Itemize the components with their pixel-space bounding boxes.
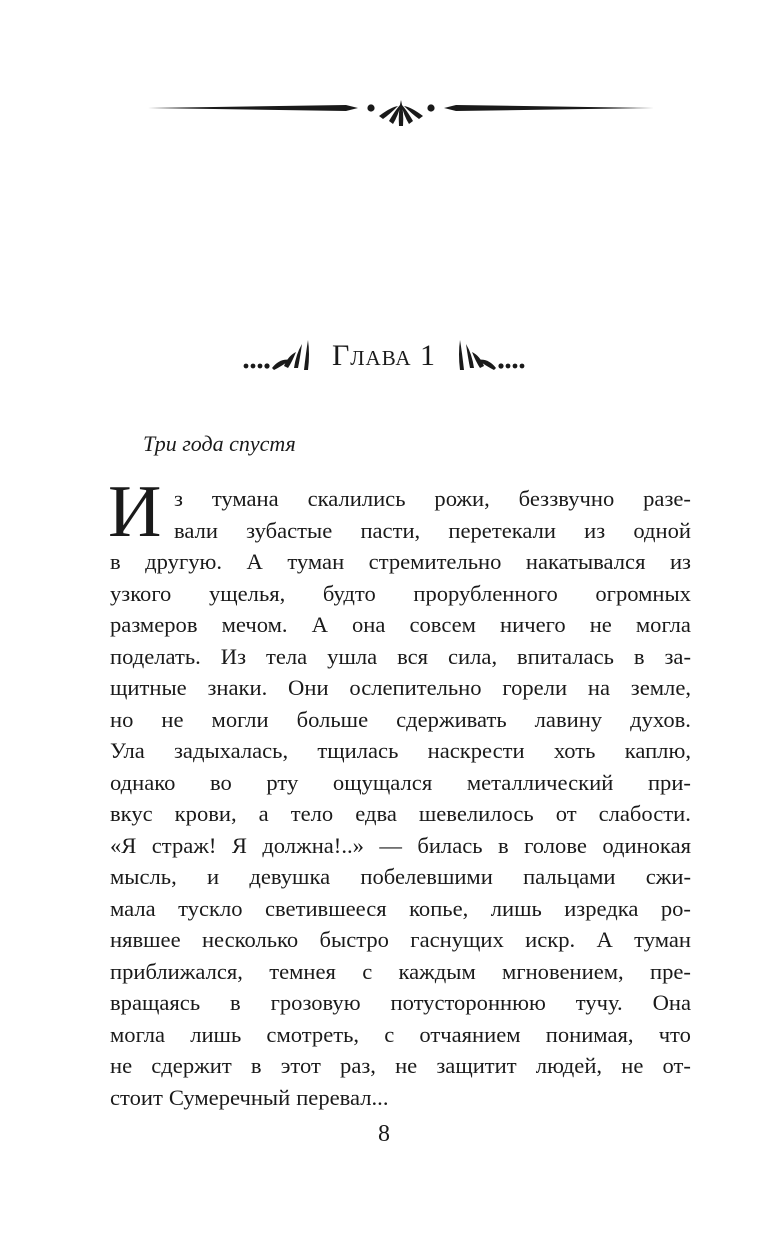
body-text [110,483,691,1113]
text-line: стоит Сумеречный перевал... [110,1084,389,1110]
right-flourish-icon [458,338,526,374]
text-line: нявшее несколько быстро гаснущих искр. А туман [110,927,691,952]
text-line: размеров мечом. А она совсем ничего не могла [110,612,691,637]
epigraph: Три года спустя [143,431,296,456]
chapter-heading [0,334,768,378]
top-ornament-divider-icon [146,94,656,128]
text-line: Ула задыхалась, тщилась наскрести хоть каплю, [110,738,691,763]
text-line: з тумана скалились рожи, беззвучно разе- [174,486,691,511]
page-number: 8 [378,1121,390,1147]
chapter-title: Глава 1 [331,339,437,372]
text-line: «Я страж! Я должна!..» — билась в голове одинокая [110,832,691,858]
left-flourish-icon [242,338,310,374]
text-line: вали зубастые пасти, перетекали из одной [174,517,691,543]
text-line: вкус крови, а тело едва шевелилось от слабости. [110,801,691,826]
text-line: приближался, темнея с каждым мгновением, пре- [110,958,691,984]
drop-cap: И [108,471,162,553]
text-line: мала тускло светившееся копье, лишь изредка ро- [110,895,691,921]
text-line: не сдержит в этот раз, не защитит людей, не от- [110,1053,691,1078]
text-line: в другую. А туман стремительно накатывался из [110,549,691,574]
text-line: однако во рту ощущался металлический при- [110,769,691,795]
text-line: вращаясь в грозовую потустороннюю тучу. Она [110,990,691,1015]
text-line: поделать. Из тела ушла вся сила, впиталась в за- [110,643,691,669]
text-line: мысль, и девушка побелевшими пальцами сжи- [110,864,691,889]
text-line: щитные знаки. Они ослепительно горели на земле, [110,675,691,700]
text-line: но не могли больше сдерживать лавину духов. [110,706,691,732]
text-line: узкого ущелья, будто прорубленного огромных [110,580,691,606]
text-line: могла лишь смотреть, с отчаянием понимая, что [110,1021,691,1047]
